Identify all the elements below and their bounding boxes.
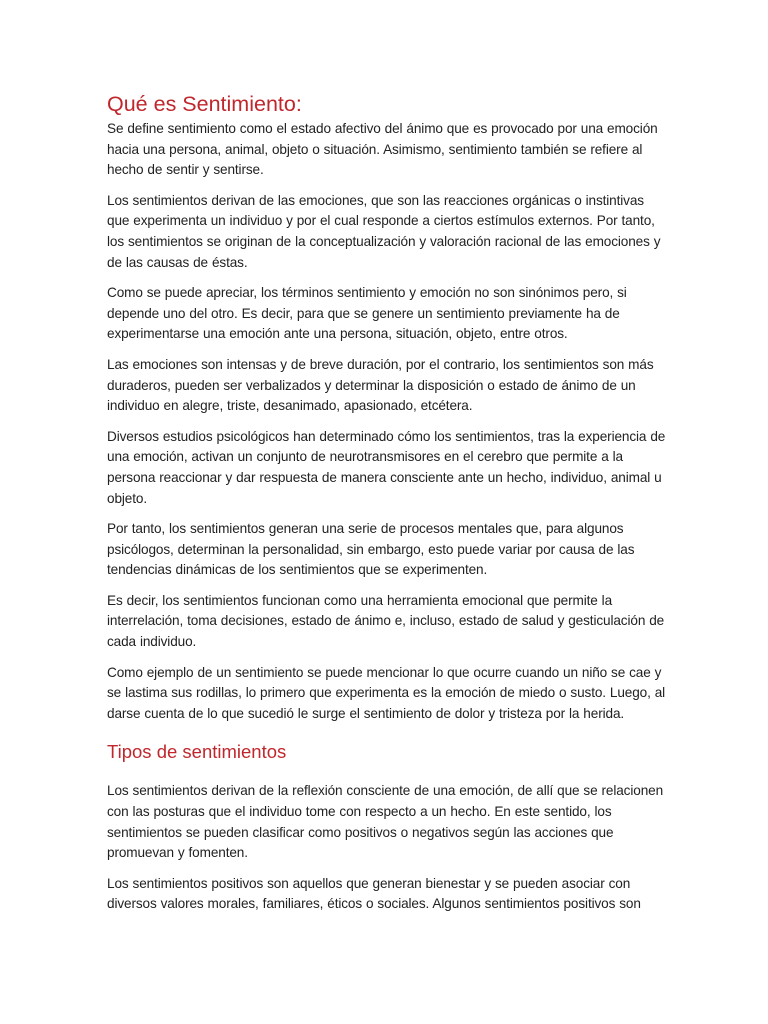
section-paragraph: Los sentimientos derivan de la reflexión consciente de una emoción, de allí que se relacionen con las posturas que el individuo tome con respecto a un hecho. En este sentido, los sentimientos se pueden clasificar como positivos o negativos según las acciones que promuevan y fomenten.: [107, 783, 664, 861]
intro-paragraph: Se define sentimiento como el estado afectivo del ánimo que es provocado por una emoción hacia una persona, animal, objeto o situación. Asimismo, sentimiento también se refiere al hecho de sentir y sentirse.: [107, 121, 658, 178]
intro-paragraph: Por tanto, los sentimientos generan una serie de procesos mentales que, para algunos psicólogos, determinan la personalidad, sin embargo, esto puede variar por causa de las tendencias dinámicas de los sentimientos que se experimenten.: [107, 521, 635, 578]
intro-paragraph: Como se puede apreciar, los términos sentimiento y emoción no son sinónimos pero, si depende uno del otro. Es decir, para que se genere un sentimiento previamente ha de experimentarse una emoción ante una persona, situación, objeto, entre otros.: [107, 285, 627, 342]
section-body: [107, 781, 667, 915]
intro-paragraph: Los sentimientos derivan de las emociones, que son las reacciones orgánicas o instintivas que experimenta un individuo y por el cual responde a ciertos estímulos externos. Por tanto, los sentimientos se originan de la conceptualización y valoración racional de las emociones y de las causas de éstas.: [107, 192, 661, 270]
document-page: [107, 90, 667, 925]
section-paragraph: Los sentimientos positivos son aquellos que generan bienestar y se pueden asociar con diversos valores morales, familiares, éticos o sociales. Algunos sentimientos positivos son: [107, 875, 641, 912]
intro-paragraph: Es decir, los sentimientos funcionan como una herramienta emocional que permite la interrelación, toma decisiones, estado de ánimo e, incluso, estado de salud y gesticulación de cada individuo.: [107, 592, 665, 650]
section-heading: Tipos de sentimientos: [107, 741, 287, 763]
intro-paragraph: Diversos estudios psicológicos han determinado cómo los sentimientos, tras la experiencia de una emoción, activan un conjunto de neurotransmisores en el cerebro que permite a la persona reaccionar y dar respuesta de manera consciente ante un hecho, individuo, animal u objeto.: [107, 428, 666, 506]
intro-paragraph: Como ejemplo de un sentimiento se puede mencionar lo que ocurre cuando un niño se cae y se lastima sus rodillas, lo primero que experimenta es la emoción de miedo o susto. Luego, al darse cuenta de lo que sucedió le surge el sentimiento de dolor y tristeza por la herida.: [107, 664, 666, 721]
intro-paragraph: Las emociones son intensas y de breve duración, por el contrario, los sentimientos son más duraderos, pueden ser verbalizados y determinar la disposición o estado de ánimo de un individuo en alegre, triste, desanimado, apasionado, etcétera.: [107, 356, 654, 414]
page-title: Qué es Sentimiento:: [107, 92, 302, 116]
intro-body: [107, 119, 667, 724]
